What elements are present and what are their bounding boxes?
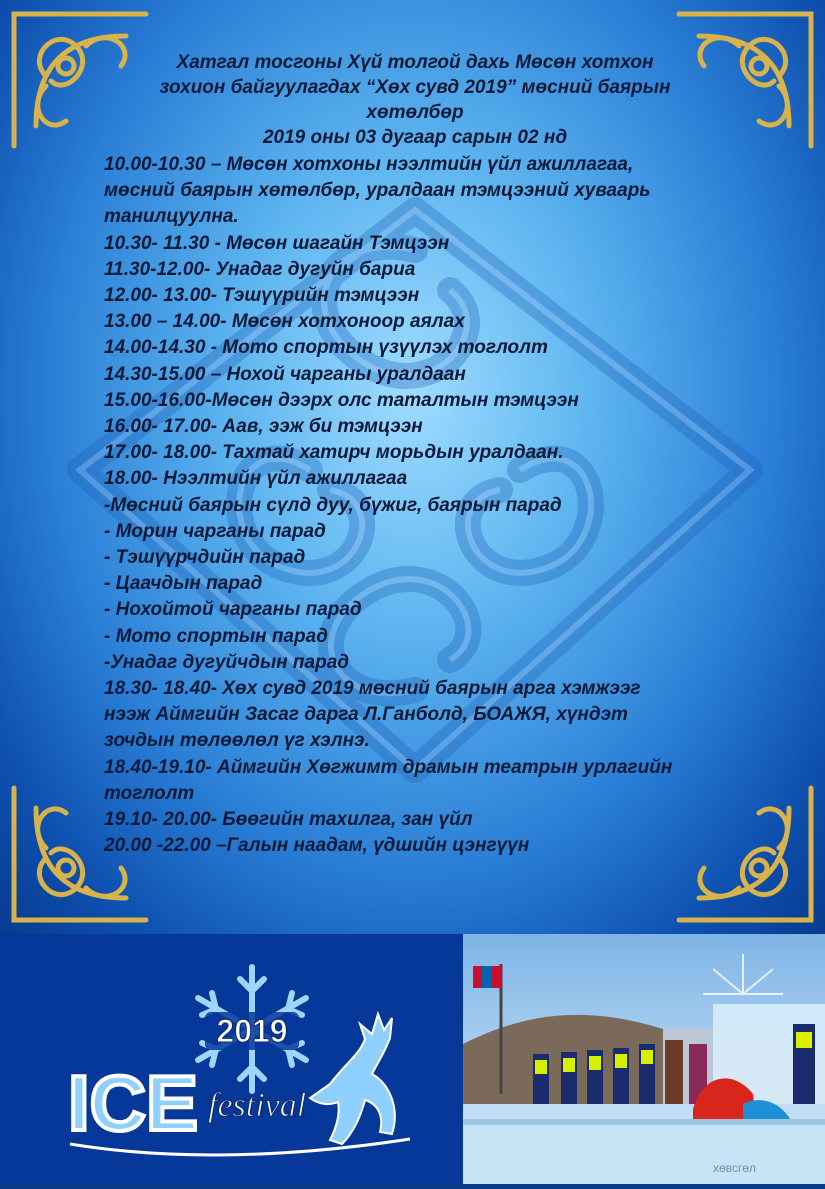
title-line: Хатгал тосгоны Хүй толгой дахь Мөсөн хотхон <box>176 52 654 73</box>
schedule-line: 19.10- 20.00- Бөөгийн тахилга, зан үйл <box>104 809 473 831</box>
schedule-line: 10.00-10.30 – Мөсөн хотхоны нээлтийн үйл ажиллагаа, <box>104 154 634 175</box>
logo-ice-text: ICE <box>68 1059 199 1147</box>
title-line: хөтөлбөр <box>366 102 464 123</box>
event-date: 2019 оны 03 дугаар сарын 02 нд <box>262 127 568 148</box>
schedule-line: 20.00 -22.00 –Галын наадам, үдшийн цэнгүүн <box>104 835 530 857</box>
schedule-line: мөсний баярын хөтөлбөр, уралдаан тэмцээний хуваарь <box>104 180 651 202</box>
schedule-line: - Нохойтой чарганы парад <box>104 599 362 621</box>
schedule-line: 13.00 – 14.00- Мөсөн хотхоноор аялах <box>104 311 465 333</box>
schedule-line: - Морин чарганы парад <box>104 520 326 542</box>
photo-banner-text: хөвсгөл <box>713 1161 756 1175</box>
schedule-line: -Унадаг дугуйчдын парад <box>104 651 350 673</box>
schedule-line: 14.00-14.30 - Мото спортын үзүүлэх тоглолт <box>104 337 548 359</box>
schedule-line: - Цаачдын парад <box>104 573 263 595</box>
ice-festival-logo <box>0 934 463 1184</box>
schedule-line: 14.30-15.00 – Нохой чарганы уралдаан <box>104 363 466 385</box>
schedule-line: нээж Аймгийн Засаг дарга Л.Ганболд, БОАЖЯ, хүндэт <box>104 704 628 726</box>
schedule-line: 18.40-19.10- Аймгийн Хөгжимт драмын театрын урлагийн <box>104 756 673 778</box>
schedule-line: танилцуулна. <box>104 206 239 228</box>
schedule-line: - Мото спортын парад <box>104 625 328 647</box>
poster-title <box>100 50 730 150</box>
schedule-line: 12.00- 13.00- Тэшүүрийн тэмцээн <box>104 285 420 307</box>
schedule-line: 15.00-16.00-Мөсөн дээрх олс таталтын тэмцээн <box>104 389 579 411</box>
event-schedule <box>104 152 794 859</box>
schedule-line: 18.30- 18.40- Хөх сувд 2019 мөсний баярын арга хэмжээг <box>104 678 641 700</box>
schedule-line: 10.30- 11.30 - Мөсөн шагайн Тэмцээн <box>104 232 450 254</box>
schedule-line: 17.00- 18.00- Тахтай хатирч морьдын уралдаан. <box>104 442 564 464</box>
ice-festival-logo-panel <box>0 934 463 1184</box>
schedule-line: - Тэшүүрчдийн парад <box>104 547 306 569</box>
logo-year: 2019 <box>216 1013 288 1049</box>
deer-icon <box>310 1014 395 1144</box>
schedule-line: зочдын төлөөлөл үг хэлнэ. <box>104 730 370 752</box>
bottom-section <box>0 934 825 1184</box>
schedule-line: 11.30-12.00- Унадаг дугуйн бариа <box>104 258 416 280</box>
festival-photo <box>463 934 825 1184</box>
schedule-line: 18.00- Нээлтийн үйл ажиллагаа <box>104 468 408 490</box>
logo-festival-text: festival <box>208 1087 307 1124</box>
schedule-line: 16.00- 17.00- Аав, ээж би тэмцээн <box>104 416 423 438</box>
title-line: зохион байгуулагдах “Хөх сувд 2019” мөсний баярын <box>159 77 671 98</box>
schedule-line: -Мөсний баярын сүлд дуу, бүжиг, баярын парад <box>104 494 562 516</box>
schedule-line: тоглолт <box>104 782 195 804</box>
